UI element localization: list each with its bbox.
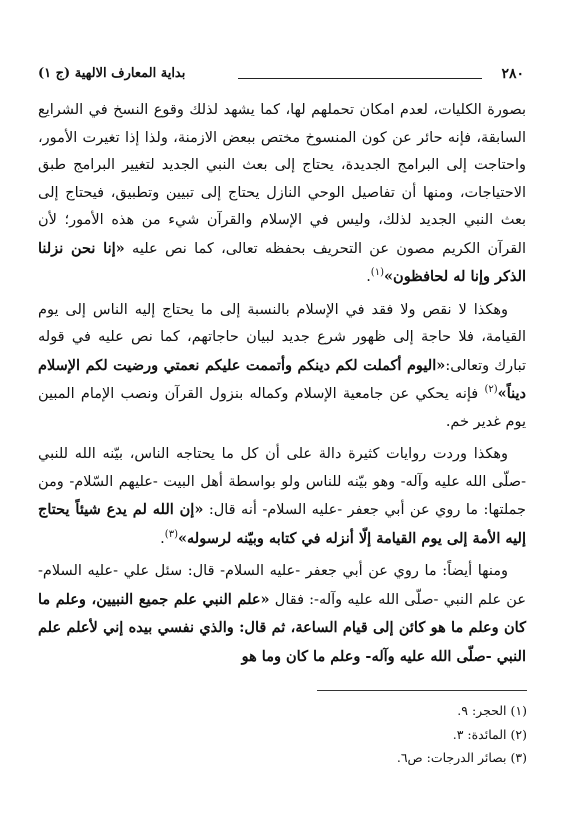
- text-run: بصورة الكليات، لعدم امكان تحملهم لها، كما يشهد لذلك وقوع النسخ في الشرايع السابقة، فإنه حائر عن كون المنسوخ مختص ببعض الازمنة، ولذا إذا تغيرت الأمور، واحتاجت إلى البرامج الجديدة، يحتاج إلى بعث النبي الجديد لتغيير البرامج طبق الاحتياجات، ومنها أن تفاصيل الوحي النازل يحتاج إلى تبيين وتطبيق، فيحتاج إلى بعث النبي الجديد لذلك، وليس في الإسلام والقرآن شيء من هذه الأمور؛ لأن القرآن الكريم مصون عن التحريف بحفظه تعالى، كما نص عليه: [38, 102, 526, 257]
- paragraph: [38, 441, 526, 553]
- footnote-ref: (١): [370, 267, 384, 279]
- page-number: ٢٨٠: [501, 66, 524, 82]
- footnote-text: الحجر: ٩.: [457, 703, 507, 718]
- paragraph: [38, 297, 526, 437]
- quran-quote: «إنا نحن نزلنا الذكر وإنا له لحافظون»: [38, 239, 526, 285]
- footnotes: [57, 699, 527, 770]
- hadith-quote: «علم النبي علم جميع النبيين، وعلم ما كان وعلم ما هو كائن إلى قيام الساعة، ثم قال: والذي نفسي بيده إني لأعلم علم النبي -صلّى الله عليه وآله- وعلم ما كان وما هو: [38, 590, 526, 665]
- text-run: ومنها أيضاً: ما روي عن أبي جعفر -عليه السلام- قال: سئل علي -عليه السلام- عن علم النبي -صلّى الله عليه وآله-: فقال: [38, 563, 526, 608]
- running-title: بداية المعارف الالهية (ج ١): [38, 66, 186, 81]
- header-rule: [238, 78, 482, 79]
- text-run: فإنه يحكي عن جامعية الإسلام وكماله بنزول القرآن ونصب الإمام المبين يوم غدير خم.: [38, 386, 526, 430]
- hadith-quote: «إن الله لم يدع شيئاً يحتاج إليه الأمة إلى يوم القيامة إلّا أنزله في كتابه وبيّنه لرسوله»: [38, 501, 526, 547]
- footnote-number: (٢): [510, 726, 527, 742]
- text-run: وهكذا وردت روايات كثيرة دالة على أن كل ما يحتاجه الناس، بيّنه الله للنبي -صلّى الله عليه وآله- وهو بيّنه للناس ولو بواسطة أهل البيت -عليهم السّلام- ومن جملتها: ما روي عن أبي جعفر -عليه السلام- أنه قال:: [38, 446, 526, 518]
- quran-quote: «اليوم أكملت لكم دينكم وأتممت عليكم نعمتي ورضيت لكم الإسلام ديناً»: [38, 356, 526, 402]
- paragraph: [38, 97, 526, 292]
- footnote-number: (٣): [510, 750, 527, 765]
- text-run: وهكذا لا نقص ولا فقد في الإسلام بالنسبة إلى ما يحتاج إليه الناس إلى يوم القيامة، فلا حاجة إلى ظهور شرع جديد لبيان حاجاتهم، كما نص عليه في قوله تبارك وتعالى:: [38, 301, 526, 374]
- page-header: [38, 66, 524, 88]
- footnote-number: (١): [510, 703, 527, 718]
- main-text: [38, 97, 526, 676]
- footnote-text: المائدة: ٣.: [452, 726, 507, 742]
- footnote: [57, 699, 527, 723]
- paragraph: [38, 558, 526, 671]
- footnote-ref: (٣): [164, 528, 178, 540]
- footnote: [57, 746, 527, 770]
- footnote: [57, 723, 527, 747]
- footnote-rule: [317, 690, 527, 691]
- footnote-ref: (٢): [484, 384, 498, 396]
- text-run: .: [160, 530, 165, 547]
- text-run: .: [366, 269, 371, 285]
- footnote-text: بصائر الدرجات: ص٦.: [396, 750, 507, 765]
